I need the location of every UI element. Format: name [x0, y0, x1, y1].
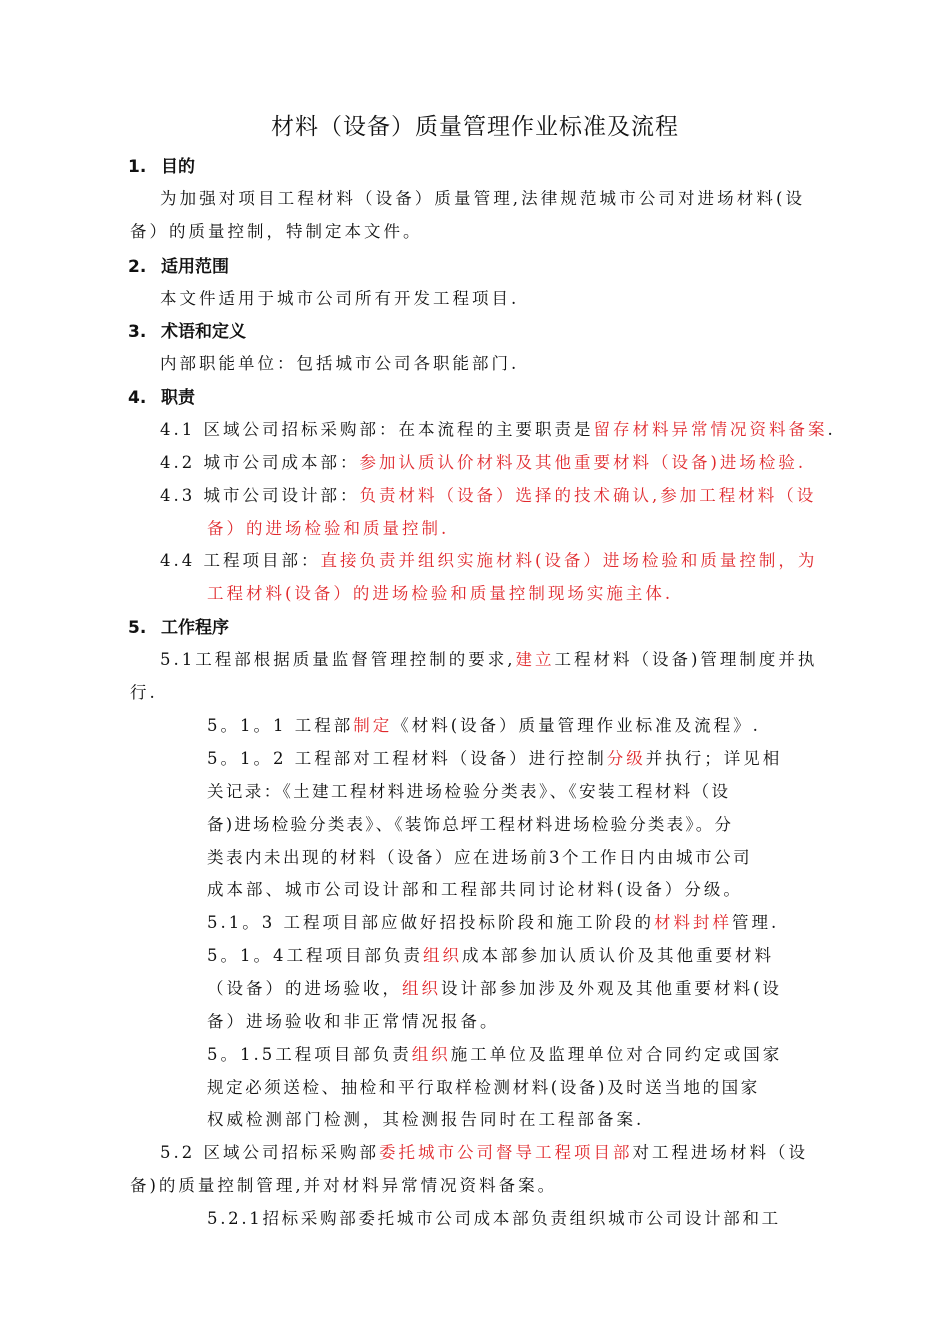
procedure-text: 5.2 区域公司招标采购部 — [160, 1143, 379, 1162]
highlight-text: 建立 — [515, 650, 555, 669]
section-heading-terms — [128, 317, 246, 342]
document-title: 材料（设备）质量管理作业标准及流程 — [271, 114, 679, 140]
procedure-5-1-1 — [207, 712, 761, 736]
highlight-text: 参加认质认价材料及其他重要材料（设备)进场检验. — [359, 453, 807, 472]
section-number: 2. — [128, 257, 147, 277]
paragraph-line: 成本部、城市公司设计部和工程部共同讨论材料(设备）分级。 — [207, 880, 743, 899]
paragraph-line: 权威检测部门检测，其检测报告同时在工程部备案. — [207, 1110, 645, 1129]
procedure-text: 成本部参加认质认价及其他重要材料 — [462, 946, 774, 965]
procedure-text: 5。1。1 工程部 — [207, 716, 354, 735]
paragraph-line: 备）进场验收和非正常情况报备。 — [207, 1012, 500, 1031]
duty-item-4-2 — [160, 449, 806, 473]
section-title: 适用范围 — [161, 257, 229, 277]
paragraph-line: 备)进场检验分类表》、《装饰总坪工程材料进场检验分类表》。分 — [207, 815, 734, 834]
duty-item-4-1 — [160, 416, 836, 440]
section-heading-scope — [128, 252, 229, 277]
procedure-5-2-1: 5.2.1招标采购部委托城市公司成本部负责组织城市公司设计部和工 — [207, 1209, 781, 1228]
paragraph-line: 为加强对项目工程材料（设备）质量管理,法律规范城市公司对进场材料(设 — [160, 189, 806, 208]
highlight-text: 直接负责并组织实施材料(设备）进场检验和质量控制，为 — [320, 551, 818, 570]
procedure-text: 《材料(设备）质量管理作业标准及流程》. — [392, 716, 761, 735]
section-title: 工作程序 — [161, 618, 229, 638]
procedure-5-1-3 — [207, 909, 779, 933]
highlight-text: 委托城市公司督导工程项目部 — [379, 1143, 633, 1162]
highlight-text: 材料封样 — [653, 913, 732, 932]
procedure-text: 5。1。2 工程部对工程材料（设备）进行控制 — [207, 749, 607, 768]
procedure-5-1 — [160, 646, 817, 670]
section-heading-procedure — [128, 613, 229, 638]
procedure-text: 并执行；详见相 — [645, 749, 783, 768]
procedure-text: 5.1工程部根据质量监督管理控制的要求, — [160, 650, 516, 669]
duty-item-4-4 — [160, 547, 817, 571]
paragraph-line: 关记录：《土建工程材料进场检验分类表》、《安装工程材料（设 — [207, 782, 731, 801]
duty-text: . — [827, 420, 836, 439]
section-number: 1. — [128, 157, 147, 177]
highlight-text: 备）的进场检验和质量控制. — [207, 519, 450, 538]
section-number: 4. — [128, 388, 147, 408]
procedure-5-2 — [160, 1139, 808, 1163]
paragraph-line: 内部职能单位：包括城市公司各职能部门. — [160, 354, 520, 373]
highlight-text: 组织 — [411, 1045, 451, 1064]
paragraph-line: 备）的质量控制，特制定本文件。 — [130, 222, 423, 241]
section-heading-purpose — [128, 152, 195, 177]
procedure-5-1-4 — [207, 942, 774, 966]
procedure-text: （设备）的进场验收， — [207, 979, 402, 998]
section-title: 术语和定义 — [161, 322, 246, 342]
highlight-text: 组织 — [402, 979, 441, 998]
duty-text: 4.2 城市公司成本部： — [160, 453, 360, 472]
highlight-text: 留存材料异常情况资料备案 — [593, 420, 828, 439]
paragraph-line: 备)的质量控制管理,并对材料异常情况资料备案。 — [130, 1176, 558, 1195]
paragraph-line: 行. — [130, 683, 158, 702]
section-number: 5. — [128, 618, 147, 638]
duty-text: 4.1 区域公司招标采购部：在本流程的主要职责是 — [160, 420, 594, 439]
section-title: 职责 — [161, 388, 195, 408]
highlight-text: 组织 — [423, 946, 462, 965]
duty-item-4-3 — [160, 482, 816, 506]
procedure-text: 工程材料（设备)管理制度并执 — [554, 650, 818, 669]
highlight-text: 制定 — [353, 716, 393, 735]
procedure-text: 对工程进场材料（设 — [632, 1143, 808, 1162]
highlight-text: 分级 — [606, 749, 646, 768]
paragraph-line: 规定必须送检、抽检和平行取样检测材料(设备)及时送当地的国家 — [207, 1078, 760, 1097]
procedure-text: 5.1。3 工程项目部应做好招投标阶段和施工阶段的 — [207, 913, 654, 932]
procedure-5-1-2 — [207, 745, 782, 769]
section-title: 目的 — [161, 157, 195, 177]
duty-text: 4.4 工程项目部： — [160, 551, 321, 570]
paragraph-line — [207, 975, 782, 999]
paragraph-line: 类表内未出现的材料（设备）应在进场前3个工作日内由城市公司 — [207, 848, 752, 867]
highlight-text: 负责材料（设备）选择的技术确认,参加工程材料（设 — [359, 486, 817, 505]
procedure-text: 设计部参加涉及外观及其他重要材料(设 — [441, 979, 782, 998]
paragraph-line: 本文件适用于城市公司所有开发工程项目. — [160, 289, 520, 308]
section-number: 3. — [128, 322, 147, 342]
procedure-text: 施工单位及监理单位对合同约定或国家 — [450, 1045, 783, 1064]
highlight-text: 工程材料(设备）的进场检验和质量控制现场实施主体. — [207, 584, 674, 603]
procedure-text: 5。1。4工程项目部负责 — [207, 946, 423, 965]
procedure-5-1-5 — [207, 1041, 782, 1065]
procedure-text: 5。1.5工程项目部负责 — [207, 1045, 412, 1064]
section-heading-duties — [128, 383, 195, 408]
duty-text: 4.3 城市公司设计部： — [160, 486, 360, 505]
procedure-text: 管理. — [731, 913, 780, 932]
